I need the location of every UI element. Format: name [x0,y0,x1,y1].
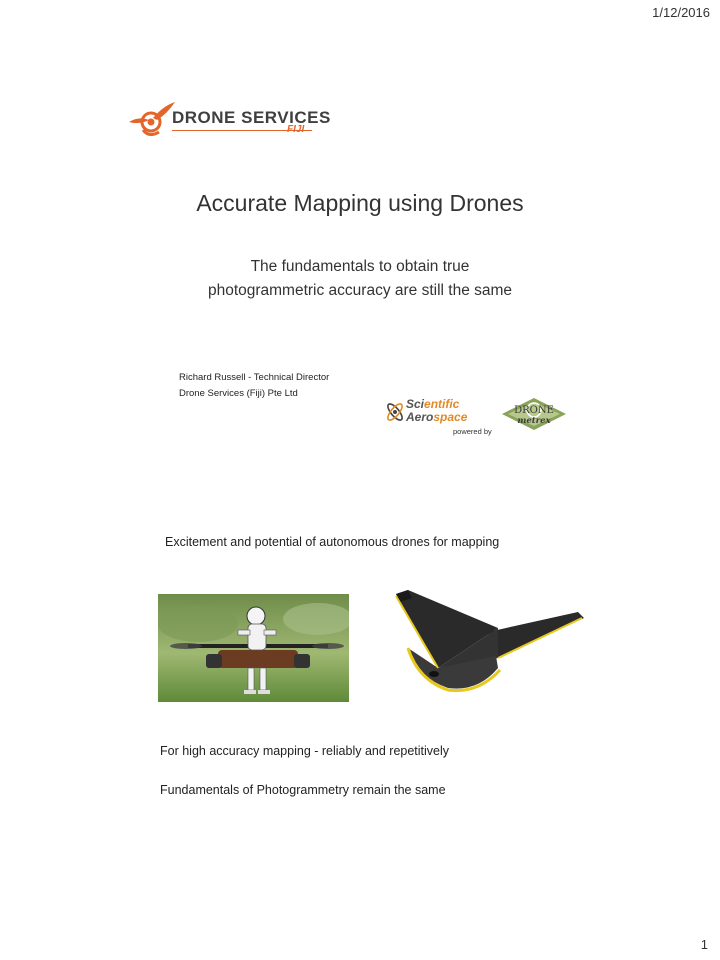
stormtrooper-drone-photo [158,594,349,702]
propeller-logo-icon [127,98,175,146]
slide2-heading: Excitement and potential of autonomous drones for mapping [165,535,500,549]
author-name: Richard Russell - Technical Director [179,372,330,383]
author-block [179,370,329,402]
powered-by-label: powered by [453,427,492,436]
drone-metrex-emblem-icon [500,394,568,434]
page-number: 1 [700,937,708,952]
drone-metrex-line-1: DRONE [514,405,554,416]
fixed-wing-drone-image [378,588,584,706]
logo-region: FIJI [287,124,305,135]
slide2-line-1: For high accuracy mapping - reliably and repetitively [160,744,450,758]
sci-logo-line-1 [406,397,459,411]
sci-logo-text-aero: Aero [406,410,434,424]
sci-logo-text-sci: Sci [406,397,425,411]
slide2-line-2: Fundamentals of Photogrammetry remain the same [160,783,446,797]
subtitle-line-1: The fundamentals to obtain true [250,258,470,275]
drone-metrex-line-2: metrex [517,416,551,426]
page-date: 1/12/2016 [652,5,710,20]
logo-name: DRONE SERVICES [172,108,331,127]
drone-metrex-logo [500,394,568,434]
scientific-aerospace-logo [384,396,468,428]
drone-services-logo [127,98,331,146]
subtitle-line-2: photogrammetric accuracy are still the same [207,282,513,299]
sci-logo-line-2 [406,410,467,424]
sci-logo-text-space: space [433,410,468,424]
slide-subtitle [0,255,720,303]
atom-logo-icon [384,398,406,426]
sci-logo-text-entific: entific [424,397,460,411]
author-company: Drone Services (Fiji) Pte Ltd [179,388,298,399]
slide-title: Accurate Mapping using Drones [196,190,524,216]
